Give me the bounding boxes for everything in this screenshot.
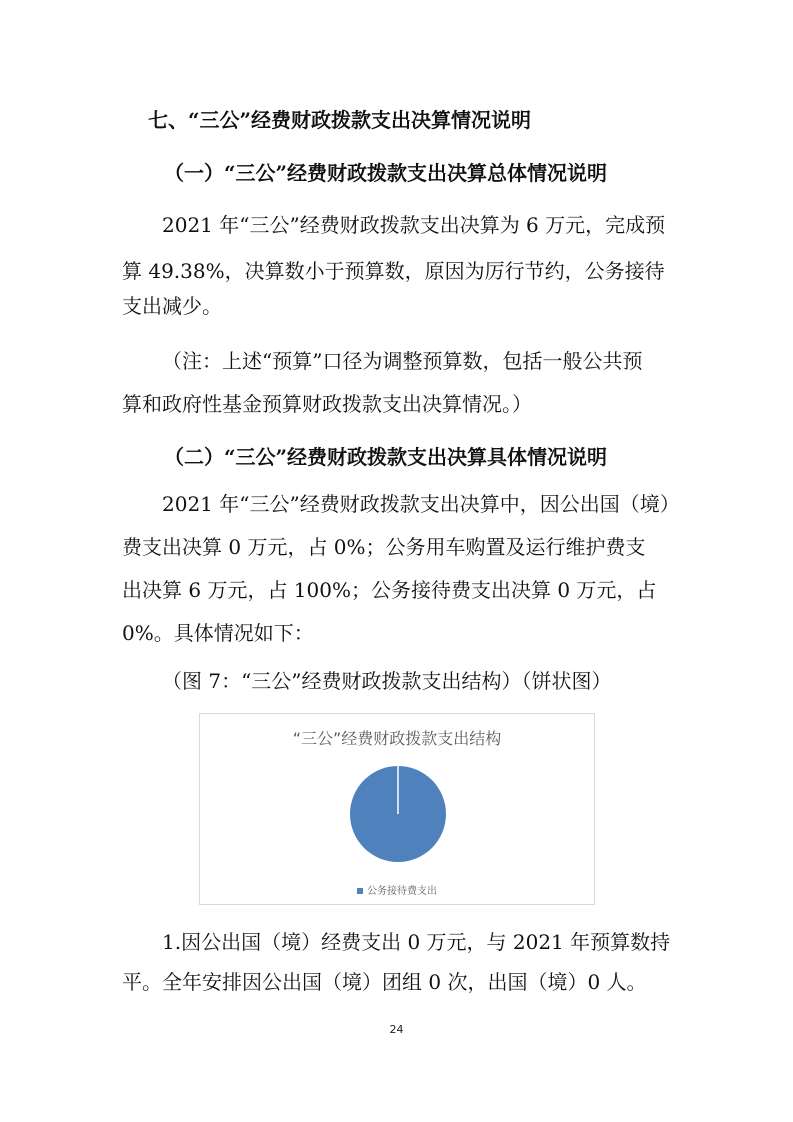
note-line-1: （注：上述“预算”口径为调整预算数，包括一般公共预 — [162, 349, 643, 373]
legend-swatch — [357, 888, 363, 894]
pie-chart — [199, 713, 595, 905]
sub1-para-line-2: 算 49.38%，决算数小于预算数，原因为厉行节约，公务接待 — [122, 259, 665, 283]
legend-label: 公务接待费支出 — [367, 886, 437, 897]
chart-legend — [200, 882, 594, 897]
chart-title: “三公”经费财政拨款支出结构 — [292, 729, 502, 748]
sub2-para-line-4: 0%。具体情况如下： — [122, 621, 314, 645]
section-heading: 七、“三公”经费财政拨款支出决算情况说明 — [148, 108, 532, 132]
sub1-heading: （一）“三公”经费财政拨款支出决算总体情况说明 — [164, 161, 608, 185]
sub2-para-line-2: 费支出决算 0 万元，占 0%；公务用车购置及运行维护费支 — [122, 535, 646, 559]
pie-chart-canvas — [200, 714, 596, 906]
sub1-para-line-3: 支出减少。 — [122, 294, 222, 318]
sub2-heading: （二）“三公”经费财政拨款支出决算具体情况说明 — [164, 445, 608, 469]
sub2-para-line-1: 2021 年“三公”经费财政拨款支出决算中，因公出国（境） — [162, 492, 680, 516]
page-number: 24 — [389, 1023, 404, 1036]
item1-line-1: 1.因公出国（境）经费支出 0 万元，与 2021 年预算数持 — [162, 930, 671, 954]
sub2-para-line-3: 出决算 6 万元，占 100%；公务接待费支出决算 0 万元，占 — [122, 578, 657, 602]
note-line-2: 算和政府性基金预算财政拨款支出决算情况。） — [122, 392, 532, 416]
sub1-para-line-1: 2021 年“三公”经费财政拨款支出决算为 6 万元，完成预 — [162, 213, 666, 237]
item1-line-2: 平。全年安排因公出国（境）团组 0 次，出国（境）0 人。 — [122, 970, 647, 994]
figure-caption: （图 7：“三公”经费财政拨款支出结构）（饼状图） — [162, 669, 612, 693]
